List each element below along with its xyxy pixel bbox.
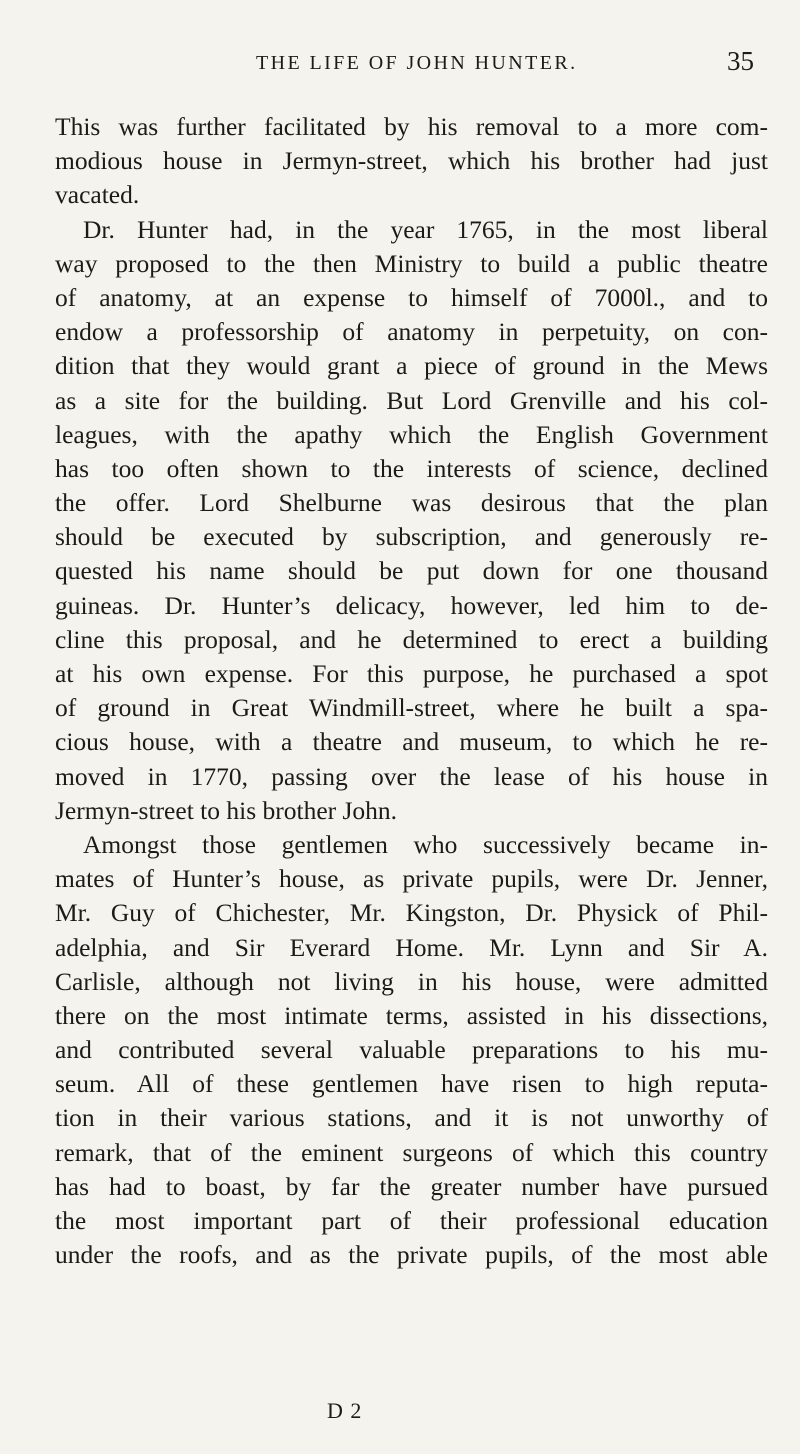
text-line: cline this proposal, and he determined to erect a building	[55, 624, 768, 654]
paragraph-start-line: Amongst those gentlemen who successively became in-	[83, 829, 768, 859]
text-line: Mr. Guy of Chichester, Mr. Kingston, Dr. Physick of Phil-	[55, 898, 768, 928]
text-line: modious house in Jermyn-street, which his brother had just	[55, 146, 768, 176]
text-line: the offer. Lord Shelburne was desirous that the plan	[55, 488, 768, 518]
text-line: should be executed by subscription, and generously re-	[55, 522, 768, 552]
text-line: Carlisle, although not living in his house, were admitted	[55, 966, 768, 996]
text-line: guineas. Dr. Hunter’s delicacy, however, led him to de-	[55, 590, 768, 620]
text-line: has had to boast, by far the greater number have pursued	[55, 1171, 768, 1201]
text-line: vacated.	[55, 180, 140, 210]
text-line: there on the most intimate terms, assisted in his dissections,	[55, 1000, 768, 1030]
running-title: THE LIFE OF JOHN HUNTER.	[256, 52, 578, 74]
text-line: of anatomy, at an expense to himself of 7000l., and to	[55, 282, 768, 312]
text-line: under the roofs, and as the private pupils, of the most able	[55, 1240, 768, 1270]
running-head	[0, 46, 800, 92]
signature-mark: D 2	[327, 1398, 363, 1423]
text-line: endow a professorship of anatomy in perpetuity, on con-	[55, 317, 768, 347]
text-line: cious house, with a theatre and museum, to which he re-	[55, 727, 768, 757]
text-line: quested his name should be put down for one thousand	[55, 556, 768, 586]
text-line: the most important part of their professional education	[55, 1206, 768, 1235]
text-line: adelphia, and Sir Everard Home. Mr. Lynn and Sir A.	[55, 932, 768, 962]
text-line: leagues, with the apathy which the English Government	[55, 419, 768, 449]
text-line: as a site for the building. But Lord Grenville and his col-	[55, 385, 768, 415]
page-number: 35	[727, 46, 754, 76]
text-line: of ground in Great Windmill-street, where he built a spa-	[55, 693, 768, 723]
text-line: dition that they would grant a piece of ground in the Mews	[55, 351, 768, 381]
text-line: seum. All of these gentlemen have risen to high reputa-	[55, 1069, 768, 1099]
text-line: at his own expense. For this purpose, he purchased a spot	[55, 659, 768, 688]
text-line: tion in their various stations, and it is not unworthy of	[55, 1103, 768, 1133]
text-line: moved in 1770, passing over the lease of his house in	[55, 761, 768, 791]
text-line: way proposed to the then Ministry to build a public theatre	[55, 248, 768, 278]
text-line: This was further facilitated by his removal to a more com-	[55, 112, 768, 141]
text-line: remark, that of the eminent surgeons of which this country	[55, 1137, 768, 1167]
body-text	[55, 110, 768, 1272]
text-line: Jermyn-street to his brother John.	[55, 795, 398, 825]
paragraph-start-line: Dr. Hunter had, in the year 1765, in the most liberal	[83, 214, 768, 244]
text-line: has too often shown to the interests of science, declined	[55, 453, 768, 483]
text-line: and contributed several valuable preparations to his mu-	[55, 1035, 768, 1065]
text-line: mates of Hunter’s house, as private pupils, were Dr. Jenner,	[55, 864, 768, 894]
